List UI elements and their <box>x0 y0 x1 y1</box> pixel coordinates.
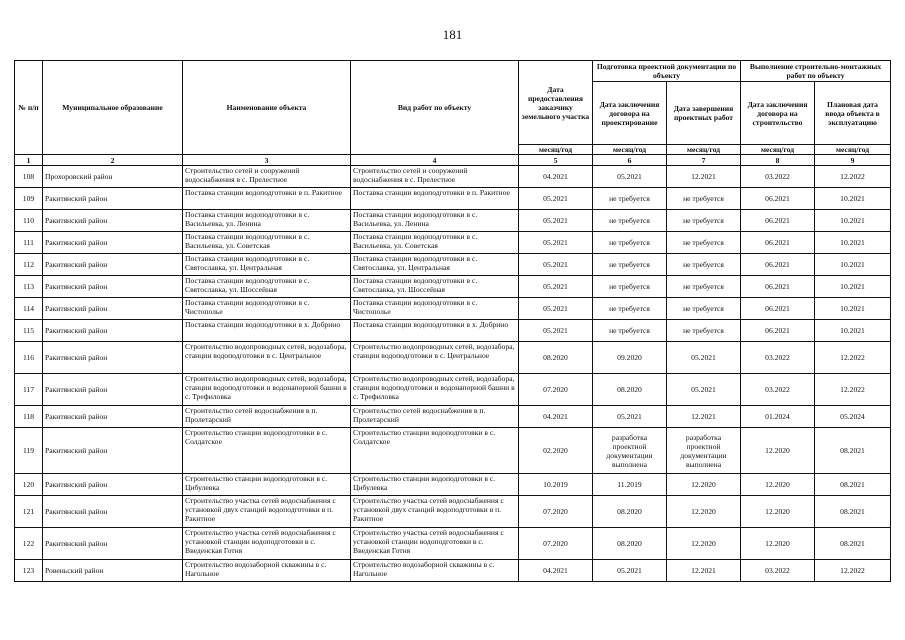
date-construction-contract-cell: 06.2021 <box>741 298 815 320</box>
date-design-contract-cell: не требуется <box>593 276 667 298</box>
row-number: 117 <box>15 374 43 406</box>
date-construction-contract-cell: 03.2022 <box>741 342 815 374</box>
table-row <box>15 474 891 496</box>
row-number: 122 <box>15 528 43 560</box>
row-number: 109 <box>15 188 43 210</box>
date-design-contract-cell: 11.2019 <box>593 474 667 496</box>
date-design-contract-cell: не требуется <box>593 188 667 210</box>
table-row <box>15 496 891 528</box>
date-design-contract-cell: не требуется <box>593 298 667 320</box>
column-number: 8 <box>741 155 815 166</box>
date-construction-contract-cell: 03.2022 <box>741 166 815 188</box>
work-type-cell: Строительство водопроводных сетей, водозабора, станции водоподготовки в с. Центральное <box>351 342 519 374</box>
work-type-cell: Поставка станции водоподготовки в с. Чистополье <box>351 298 519 320</box>
row-number: 119 <box>15 428 43 474</box>
date-commission-cell: 10.2021 <box>815 298 891 320</box>
work-type-cell: Строительство участка сетей водоснабжения с установкой двух станций водоподготовки в п. Ракитное <box>351 496 519 528</box>
table-row <box>15 210 891 232</box>
object-name-cell: Строительство сетей и сооружений водоснабжения в с. Прелестное <box>183 166 351 188</box>
municipality-cell: Ровеньский район <box>43 560 183 582</box>
unit-label: месяц/год <box>593 145 667 155</box>
row-number: 113 <box>15 276 43 298</box>
object-name-cell: Строительство участка сетей водоснабжения с установкой станции водоподготовки в с. Введенская Готня <box>183 528 351 560</box>
row-number: 114 <box>15 298 43 320</box>
date-design-complete-cell: 12.2020 <box>667 474 741 496</box>
row-number: 118 <box>15 406 43 428</box>
work-type-cell: Поставка станции водоподготовки в с. Святославка, ул. Центральная <box>351 254 519 276</box>
object-name-cell: Поставка станции водоподготовки в п. Ракитное <box>183 188 351 210</box>
municipality-cell: Ракитянский район <box>43 428 183 474</box>
date-construction-contract-cell: 06.2021 <box>741 320 815 342</box>
date-construction-contract-cell: 06.2021 <box>741 276 815 298</box>
table-row <box>15 232 891 254</box>
date-commission-cell: 08.2021 <box>815 474 891 496</box>
date-provided-cell: 02.2020 <box>519 428 593 474</box>
date-commission-cell: 08.2021 <box>815 428 891 474</box>
table-row <box>15 254 891 276</box>
row-number: 121 <box>15 496 43 528</box>
date-design-contract-cell: 08.2020 <box>593 496 667 528</box>
object-name-cell: Поставка станции водоподготовки в с. Святославка, ул. Центральная <box>183 254 351 276</box>
table-row <box>15 560 891 582</box>
work-type-cell: Строительство водозаборной скважины в с. Нагольное <box>351 560 519 582</box>
work-type-cell: Строительство водопроводных сетей, водозабора, станции водоподготовки и водонапорной башни в с. Трефиловка <box>351 374 519 406</box>
municipality-cell: Ракитянский район <box>43 342 183 374</box>
header-work-type: Вид работ по объекту <box>351 61 519 155</box>
date-commission-cell: 12.2022 <box>815 560 891 582</box>
date-design-complete-cell: не требуется <box>667 210 741 232</box>
date-provided-cell: 08.2020 <box>519 342 593 374</box>
column-number: 1 <box>15 155 43 166</box>
table-row <box>15 342 891 374</box>
date-commission-cell: 10.2021 <box>815 188 891 210</box>
date-design-complete-cell: не требуется <box>667 188 741 210</box>
table-row <box>15 428 891 474</box>
date-construction-contract-cell: 12.2020 <box>741 474 815 496</box>
header-object-name: Наименование объекта <box>183 61 351 155</box>
object-name-cell: Строительство водозаборной скважины в с. Нагольное <box>183 560 351 582</box>
object-name-cell: Поставка станции водоподготовки в х. Добрино <box>183 320 351 342</box>
work-type-cell: Поставка станции водоподготовки в с. Святославка, ул. Шоссейная <box>351 276 519 298</box>
municipality-cell: Ракитянский район <box>43 528 183 560</box>
column-number: 5 <box>519 155 593 166</box>
date-construction-contract-cell: 06.2021 <box>741 210 815 232</box>
object-name-cell: Поставка станции водоподготовки в с. Святославка, ул. Шоссейная <box>183 276 351 298</box>
date-commission-cell: 10.2021 <box>815 254 891 276</box>
date-design-contract-cell: 09.2020 <box>593 342 667 374</box>
row-number: 115 <box>15 320 43 342</box>
date-provided-cell: 05.2021 <box>519 254 593 276</box>
table-row <box>15 166 891 188</box>
date-construction-contract-cell: 12.2020 <box>741 496 815 528</box>
object-name-cell: Поставка станции водоподготовки в с. Чистополье <box>183 298 351 320</box>
work-type-cell: Строительство сетей водоснабжения в п. Пролетарский <box>351 406 519 428</box>
municipality-cell: Ракитянский район <box>43 320 183 342</box>
header-date-construction-contract: Дата заключения договора на строительство <box>741 82 815 145</box>
work-type-cell: Строительство станции водоподготовки в с. Цибулевка <box>351 474 519 496</box>
unit-label: месяц/год <box>519 145 593 155</box>
date-provided-cell: 05.2021 <box>519 210 593 232</box>
date-design-complete-cell: разработка проектной документации выполнена <box>667 428 741 474</box>
row-number: 112 <box>15 254 43 276</box>
date-design-complete-cell: 05.2021 <box>667 374 741 406</box>
column-number: 2 <box>43 155 183 166</box>
row-number: 108 <box>15 166 43 188</box>
date-provided-cell: 10.2019 <box>519 474 593 496</box>
table-row <box>15 320 891 342</box>
object-name-cell: Строительство водопроводных сетей, водозабора, станции водоподготовки в с. Центральное <box>183 342 351 374</box>
date-construction-contract-cell: 12.2020 <box>741 528 815 560</box>
row-number: 123 <box>15 560 43 582</box>
date-design-complete-cell: 12.2021 <box>667 406 741 428</box>
date-construction-contract-cell: 03.2022 <box>741 560 815 582</box>
object-name-cell: Строительство водопроводных сетей, водозабора, станции водоподготовки и водонапорной башни в с. Трефиловка <box>183 374 351 406</box>
unit-label: месяц/год <box>815 145 891 155</box>
header-num: № п/п <box>15 61 43 155</box>
date-design-complete-cell: не требуется <box>667 276 741 298</box>
date-commission-cell: 12.2022 <box>815 374 891 406</box>
date-commission-cell: 05.2024 <box>815 406 891 428</box>
object-name-cell: Поставка станции водоподготовки в с. Васильевка, ул. Ленина <box>183 210 351 232</box>
date-design-complete-cell: 12.2020 <box>667 528 741 560</box>
date-design-complete-cell: 12.2021 <box>667 560 741 582</box>
table-row <box>15 406 891 428</box>
row-number: 116 <box>15 342 43 374</box>
object-name-cell: Строительство станции водоподготовки в с. Солдатское <box>183 428 351 474</box>
work-type-cell: Строительство участка сетей водоснабжения с установкой станции водоподготовки в с. Введенская Готня <box>351 528 519 560</box>
date-design-complete-cell: не требуется <box>667 320 741 342</box>
date-commission-cell: 12.2022 <box>815 166 891 188</box>
date-provided-cell: 04.2021 <box>519 560 593 582</box>
header-date-commission: Плановая дата ввода объекта в эксплуатацию <box>815 82 891 145</box>
municipality-cell: Ракитянский район <box>43 496 183 528</box>
date-design-complete-cell: 05.2021 <box>667 342 741 374</box>
header-group-design: Подготовка проектной документации по объекту <box>593 61 741 82</box>
column-number: 3 <box>183 155 351 166</box>
work-type-cell: Поставка станции водоподготовки в с. Васильевка, ул. Советская <box>351 232 519 254</box>
municipality-cell: Ракитянский район <box>43 298 183 320</box>
date-design-complete-cell: 12.2020 <box>667 496 741 528</box>
table-row <box>15 374 891 406</box>
work-type-cell: Поставка станции водоподготовки в х. Добрино <box>351 320 519 342</box>
municipality-cell: Прохоровский район <box>43 166 183 188</box>
date-design-contract-cell: 05.2021 <box>593 406 667 428</box>
unit-label: месяц/год <box>741 145 815 155</box>
header-date-provided: Дата предоставления заказчику земельного участка <box>519 61 593 145</box>
date-construction-contract-cell: 06.2021 <box>741 232 815 254</box>
date-provided-cell: 05.2021 <box>519 232 593 254</box>
column-number: 6 <box>593 155 667 166</box>
date-provided-cell: 05.2021 <box>519 188 593 210</box>
date-provided-cell: 07.2020 <box>519 528 593 560</box>
municipality-cell: Ракитянский район <box>43 210 183 232</box>
table-row <box>15 528 891 560</box>
date-design-contract-cell: 08.2020 <box>593 528 667 560</box>
date-design-complete-cell: не требуется <box>667 254 741 276</box>
date-design-contract-cell: не требуется <box>593 254 667 276</box>
work-type-cell: Строительство сетей и сооружений водоснабжения в с. Прелестное <box>351 166 519 188</box>
page-number: 181 <box>442 27 463 42</box>
date-provided-cell: 07.2020 <box>519 374 593 406</box>
header-municipality: Муниципальное образование <box>43 61 183 155</box>
date-commission-cell: 10.2021 <box>815 232 891 254</box>
work-type-cell: Поставка станции водоподготовки в п. Ракитное <box>351 188 519 210</box>
date-design-contract-cell: 05.2021 <box>593 560 667 582</box>
date-design-complete-cell: 12.2021 <box>667 166 741 188</box>
header-date-design-complete: Дата завершения проектных работ <box>667 82 741 145</box>
object-name-cell: Строительство сетей водоснабжения в п. Пролетарский <box>183 406 351 428</box>
date-provided-cell: 04.2021 <box>519 406 593 428</box>
municipality-cell: Ракитянский район <box>43 474 183 496</box>
date-construction-contract-cell: 06.2021 <box>741 254 815 276</box>
construction-schedule-table <box>14 60 891 582</box>
date-provided-cell: 05.2021 <box>519 298 593 320</box>
column-number: 9 <box>815 155 891 166</box>
table-row <box>15 188 891 210</box>
object-name-cell: Строительство станции водоподготовки в с. Цибулевка <box>183 474 351 496</box>
object-name-cell: Поставка станции водоподготовки в с. Васильевка, ул. Советская <box>183 232 351 254</box>
municipality-cell: Ракитянский район <box>43 406 183 428</box>
date-provided-cell: 05.2021 <box>519 276 593 298</box>
date-construction-contract-cell: 01.2024 <box>741 406 815 428</box>
date-design-contract-cell: 05.2021 <box>593 166 667 188</box>
object-name-cell: Строительство участка сетей водоснабжения с установкой двух станций водоподготовки в п. Ракитное <box>183 496 351 528</box>
date-design-complete-cell: не требуется <box>667 298 741 320</box>
date-commission-cell: 12.2022 <box>815 342 891 374</box>
date-construction-contract-cell: 06.2021 <box>741 188 815 210</box>
date-provided-cell: 05.2021 <box>519 320 593 342</box>
work-type-cell: Поставка станции водоподготовки в с. Васильевка, ул. Ленина <box>351 210 519 232</box>
date-commission-cell: 10.2021 <box>815 210 891 232</box>
municipality-cell: Ракитянский район <box>43 188 183 210</box>
row-number: 110 <box>15 210 43 232</box>
municipality-cell: Ракитянский район <box>43 374 183 406</box>
date-commission-cell: 08.2021 <box>815 528 891 560</box>
date-design-contract-cell: не требуется <box>593 232 667 254</box>
date-construction-contract-cell: 12.2020 <box>741 428 815 474</box>
header-date-design-contract: Дата заключения договора на проектирование <box>593 82 667 145</box>
municipality-cell: Ракитянский район <box>43 254 183 276</box>
unit-label: месяц/год <box>667 145 741 155</box>
table-row <box>15 298 891 320</box>
municipality-cell: Ракитянский район <box>43 232 183 254</box>
date-design-complete-cell: не требуется <box>667 232 741 254</box>
header-group-construction: Выполнение строительно-монтажных работ по объекту <box>741 61 891 82</box>
date-provided-cell: 04.2021 <box>519 166 593 188</box>
date-design-contract-cell: не требуется <box>593 210 667 232</box>
row-number: 111 <box>15 232 43 254</box>
table-row <box>15 276 891 298</box>
date-commission-cell: 08.2021 <box>815 496 891 528</box>
date-provided-cell: 07.2020 <box>519 496 593 528</box>
column-number: 7 <box>667 155 741 166</box>
date-design-contract-cell: 08.2020 <box>593 374 667 406</box>
date-design-contract-cell: не требуется <box>593 320 667 342</box>
municipality-cell: Ракитянский район <box>43 276 183 298</box>
date-commission-cell: 10.2021 <box>815 276 891 298</box>
work-type-cell: Строительство станции водоподготовки в с. Солдатское <box>351 428 519 474</box>
date-commission-cell: 10.2021 <box>815 320 891 342</box>
column-number: 4 <box>351 155 519 166</box>
date-construction-contract-cell: 03.2022 <box>741 374 815 406</box>
row-number: 120 <box>15 474 43 496</box>
date-design-contract-cell: разработка проектной документации выполнена <box>593 428 667 474</box>
